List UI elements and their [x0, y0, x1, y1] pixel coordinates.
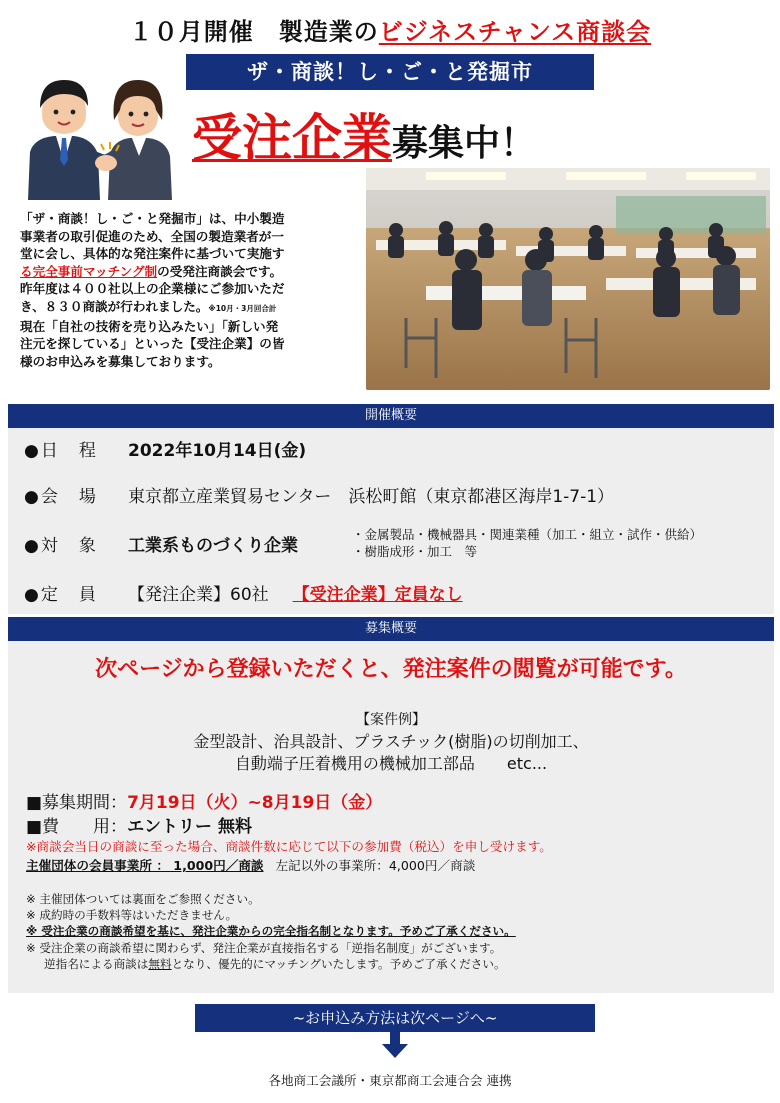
event-hall-photo [366, 168, 770, 390]
registration-notice: 次ページから登録いただくと、発注案件の閲覧が可能です。 [95, 657, 687, 682]
capacity-row: ●定 員 【発注企業】60社 【受注企業】定員なし [24, 585, 463, 605]
recruit-section-bar: 募集概要 [8, 617, 774, 641]
capacity-receiving: 【受注企業】定員なし [292, 585, 463, 605]
target-row: ●対 象 工業系ものづくり企業 [24, 536, 298, 556]
recruit-period: 7月19日（火）~8月19日（金） [127, 793, 383, 813]
businessman-icon [28, 80, 110, 200]
venue-row: ●会 場 東京都立産業貿易センター 浜松町館（東京都港区海岸1-7-1） [24, 487, 615, 507]
matching-system-highlight: る完全事前マッチング制 [20, 263, 158, 279]
handshake-illustration [20, 50, 180, 200]
businesswoman-icon [102, 80, 172, 200]
footer-organizers: 各地商工会議所・東京都商工会連合会 連携 [268, 1073, 512, 1088]
capacity-ordering: 【発注企業】60社 [128, 585, 269, 605]
fee-row: ■費 用：エントリー 無料 [26, 817, 252, 837]
fee-breakdown: 主催団体の会員事業所 ： 1,000円／商談 左記以外の事業所：4,000円／商談 [26, 858, 476, 873]
apply-next-page-banner: ~お申込み方法は次ページへ~ [195, 1004, 595, 1032]
recruit-heading: 受注企業募集中！ [192, 109, 537, 167]
event-headline: ビジネスチャンス商談会 [378, 18, 652, 46]
recruit-period-row: ■募集期間：7月19日（火）~8月19日（金） [26, 793, 383, 813]
entry-fee: エントリー 無料 [127, 817, 252, 837]
target-details: ・金属製品・機械器具・関連業種（加工・組立・試作・供給） ・樹脂成形・加工 等 [352, 527, 703, 559]
fee-note: ※商談会当日の商談に至った場合、商談件数に応じて以下の参加費（税込）を申し受けます。 [26, 839, 552, 854]
date-row: ●日 程 2022年10月14日(金) [24, 441, 307, 461]
intro-paragraph: 「ザ・商談！し・ご・と発掘市」は、中小製造 事業者の取引促進のため、全国の製造業者が一 堂に会し、具体的な発注案件に基づいて実施す る完全事前マッチング制の受発注商談会です。 昨年度は４００社以上の企業様にご参加いただ き、８３０商談が行われました。※10月・3月回合計 現在「自社の技術を売り込みたい」「新しい発 注元を探している」といった【受注企業】の皆 様のお申込みを募集しております。 [20, 211, 285, 369]
arrow-down-icon [382, 1032, 408, 1058]
overview-section-bar: 開催概要 [8, 404, 774, 428]
event-name-banner: ザ・商談！し・ご・と発掘市 [186, 54, 594, 90]
event-date: 2022年10月14日(金) [128, 441, 307, 461]
page-title: １０月開催 製造業のビジネスチャンス商談会 [128, 18, 652, 46]
event-venue: 東京都立産業貿易センター 浜松町館（東京都港区海岸1-7-1） [128, 487, 615, 507]
notes-list: ※ 主催団体ついては裏面をご参照ください。 ※ 成約時の手数料等はいただきません。 ※ 受注企業の商談希望を基に、発注企業からの完全指名制となります。予めご了承ください。 ※ 受注企業の商談希望に関わらず、発注企業が直接指名する「逆指名制度」がございます。 逆指名による商談は無料となり、優先的にマッチングいたします。予めご了承ください。 [26, 892, 516, 971]
case-examples: 【案件例】 金型設計、治具設計、プラスチック(樹脂)の切削加工、 自動端子圧着機用の機械加工部品 etc... [193, 712, 589, 773]
target-companies: 工業系ものづくり企業 [128, 536, 298, 556]
